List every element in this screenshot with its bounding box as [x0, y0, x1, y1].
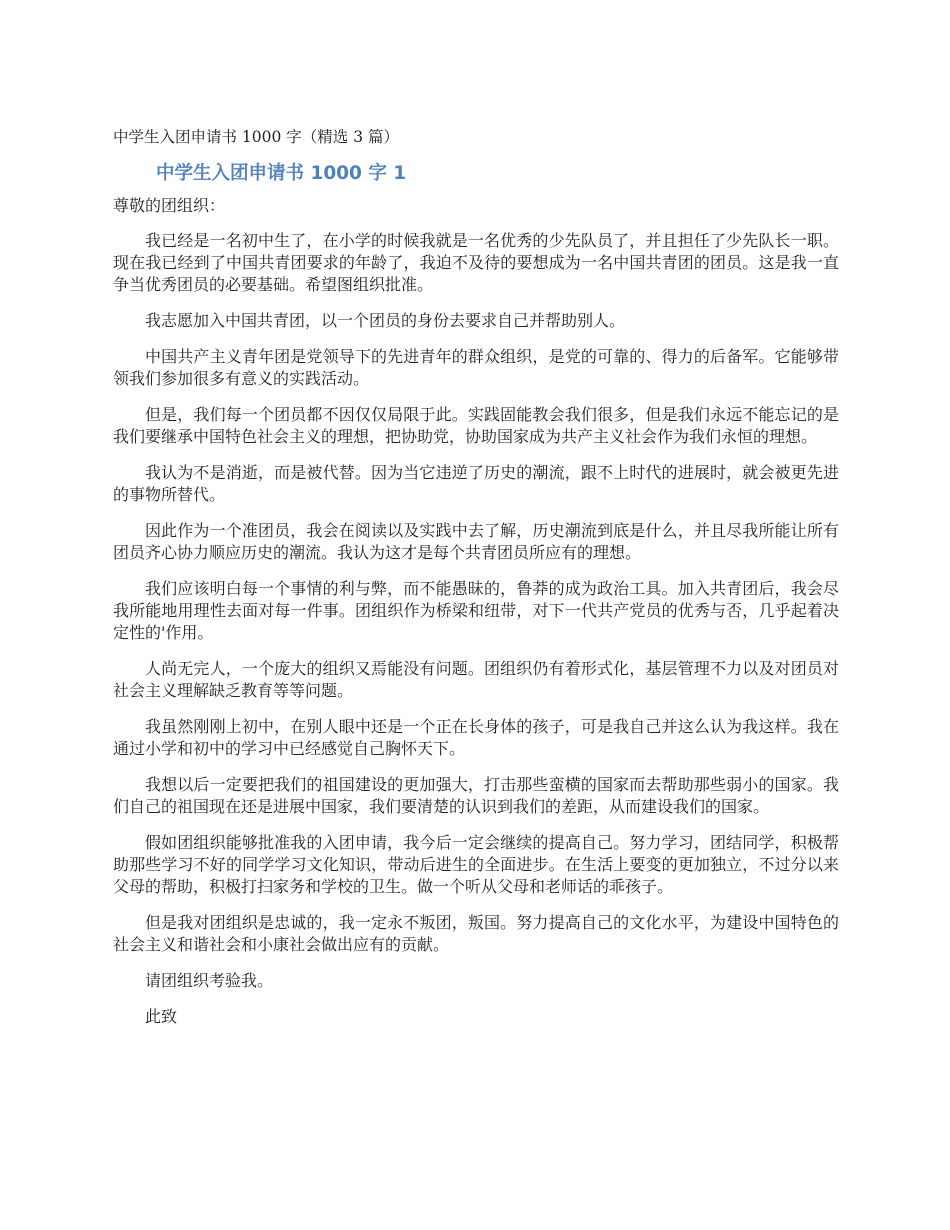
body-paragraph-11: 假如团组织能够批准我的入团申请，我今后一定会继续的提高自己。努力学习，团结同学，积极帮助那些学习不好的同学学习文化知识，带动后进生的全面进步。在生活上要变的更加独立，不过分以来父母的帮助，积极打扫家务和学校的卫生。做一个听从父母和老师话的乖孩子。 — [113, 833, 839, 896]
body-paragraph-4: 但是，我们每一个团员都不因仅仅局限于此。实践固能教会我们很多，但是我们永远不能忘记的是我们要继承中国特色社会主义的理想，把协助党，协助国家成为共产主义社会作为我们永恒的理想。 — [113, 405, 839, 446]
section-heading: 中学生入团申请书 1000 字 1 — [156, 163, 407, 184]
body-paragraph-13: 请团组织考验我。 — [145, 971, 274, 990]
closing-line: 此致 — [145, 1007, 178, 1026]
body-paragraph-3: 中国共产主义青年团是党领导下的先进青年的群众组织，是党的可靠的、得力的后备军。它能够带领我们参加很多有意义的实践活动。 — [113, 347, 839, 388]
body-paragraph-6: 因此作为一个准团员，我会在阅读以及实践中去了解，历史潮流到底是什么，并且尽我所能让所有团员齐心协力顺应历史的潮流。我认为这才是每个共青团员所应有的理想。 — [113, 521, 839, 562]
body-paragraph-5: 我认为不是消逝，而是被代替。因为当它违逆了历史的潮流，跟不上时代的进展时，就会被更先进的事物所替代。 — [113, 463, 839, 504]
body-paragraph-2: 我志愿加入中国共青团，以一个团员的身份去要求自己并帮助别人。 — [145, 311, 626, 330]
body-paragraph-7: 我们应该明白每一个事情的利与弊，而不能愚昧的，鲁莽的成为政治工具。加入共青团后，我会尽我所能地用理性去面对每一件事。团组织作为桥梁和纽带，对下一代共产党员的优秀与否，几乎起着决定性的'作用。 — [113, 579, 839, 642]
body-paragraph-1: 我已经是一名初中生了，在小学的时候我就是一名优秀的少先队员了，并且担任了少先队长一职。现在我已经到了中国共青团要求的年龄了，我迫不及待的要想成为一名中国共青团的团员。这是我一直争当优秀团员的必要基础。希望图组织批准。 — [113, 231, 839, 294]
document-title: 中学生入团申请书 1000 字（精选 3 篇） — [113, 128, 400, 146]
body-paragraph-12: 但是我对团组织是忠诚的，我一定永不叛团，叛国。努力提高自己的文化水平，为建设中国特色的社会主义和谐社会和小康社会做出应有的贡献。 — [113, 913, 839, 954]
document-page — [113, 124, 839, 1042]
body-paragraph-10: 我想以后一定要把我们的祖国建设的更加强大，打击那些蛮横的国家而去帮助那些弱小的国家。我们自己的祖国现在还是进展中国家，我们要清楚的认识到我们的差距，从而建设我们的国家。 — [113, 775, 839, 816]
salutation: 尊敬的团组织： — [113, 196, 226, 215]
body-paragraph-9: 我虽然刚刚上初中，在别人眼中还是一个正在长身体的孩子，可是我自己并这么认为我这样。我在通过小学和初中的学习中已经感觉自己胸怀天下。 — [113, 717, 839, 758]
body-paragraph-8: 人尚无完人，一个庞大的组织又焉能没有问题。团组织仍有着形式化，基层管理不力以及对团员对社会主义理解缺乏教育等等问题。 — [113, 659, 839, 700]
